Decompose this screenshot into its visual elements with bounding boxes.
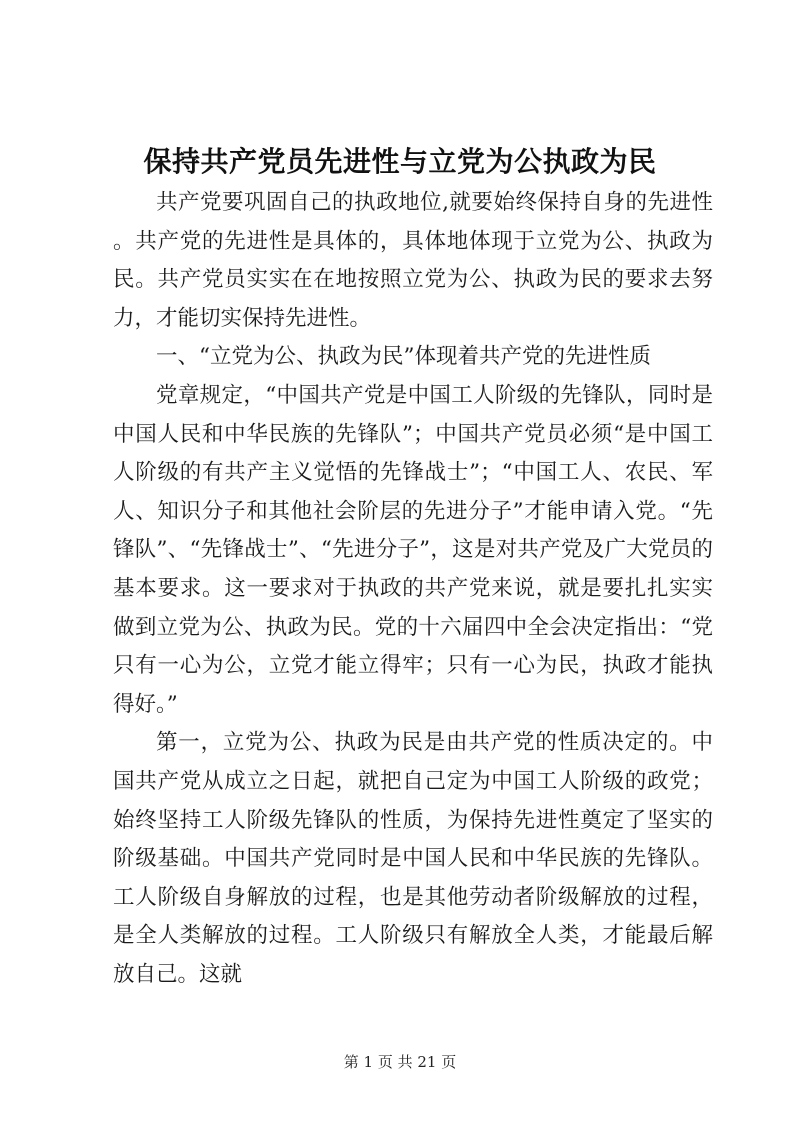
page-number-label: 第 1 页 共 21 页 [343, 1053, 457, 1071]
page-footer [0, 1052, 800, 1072]
paragraph-first-point: 第一，立党为公、执政为民是由共产党的性质决定的。中国共产党从成立之日起，就把自己定为中国工人阶级的政党；始终坚持工人阶级先锋队的性质，为保持先进性奠定了坚实的阶级基础。中国共产党同时是中国人民和中华民族的先锋队。工人阶级自身解放的过程，也是其他劳动者阶级解放的过程，是全人类解放的过程。工人阶级只有解放全人类，才能最后解放自己。这就 [113, 730, 713, 987]
paragraph-intro: 共产党要巩固自己的执政地位,就要始终保持自身的先进性。共产党的先进性是具体的，具体地体现于立党为公、执政为民。共产党员实实在在地按照立党为公、执政为民的要求去努力，才能切实保持先进性。 [113, 190, 713, 331]
document-body [113, 184, 713, 994]
paragraph-party-constitution: 党章规定，“中国共产党是中国工人阶级的先锋队，同时是中国人民和中华民族的先锋队”；中国共产党员必须“是中国工人阶级的有共产主义觉悟的先锋战士”；“中国工人、农民、军人、知识分子和其他社会阶层的先进分子”才能申请入党。“先锋队”、“先锋战士”、“先进分子”，这是对共产党及广大党员的基本要求。这一要求对于执政的共产党来说，就是要扎扎实实做到立党为公、执政为民。党的十六届四中全会决定指出：“党只有一心为公，立党才能立得牢；只有一心为民，执政才能执得好。” [113, 382, 713, 717]
section-heading-1: 一、“立党为公、执政为民”体现着共产党的先进性质 [156, 344, 651, 370]
document-title: 保持共产党员先进性与立党为公执政为民 [143, 145, 657, 178]
